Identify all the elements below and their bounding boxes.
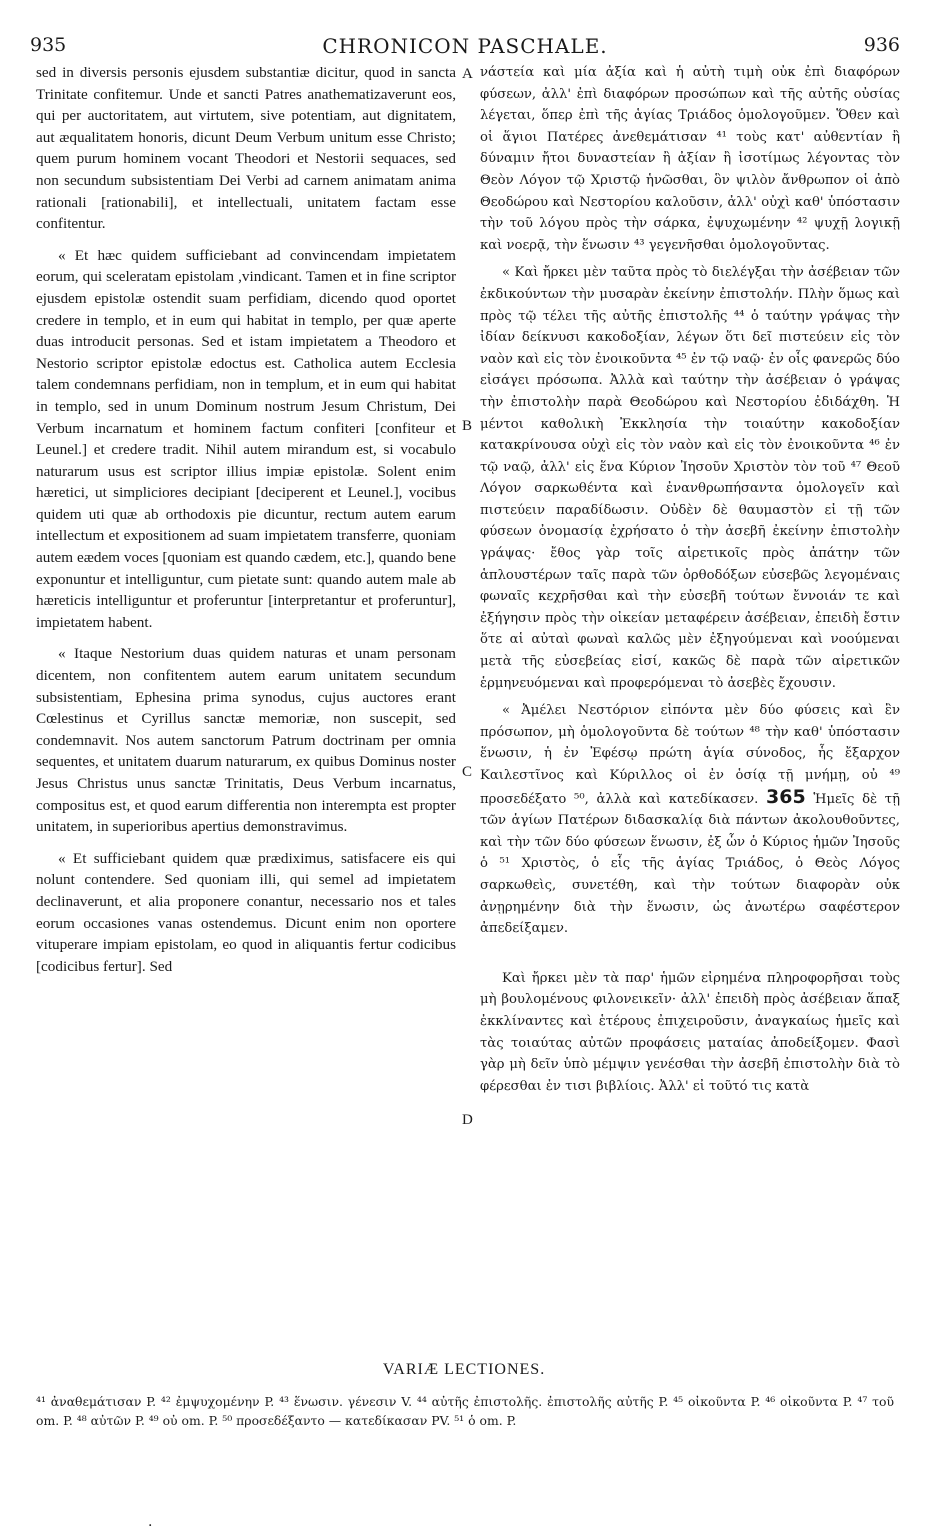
variae-lectiones-title: VARIÆ LECTIONES. xyxy=(382,1361,546,1378)
page-header xyxy=(30,34,900,58)
greek-paragraph-3-start: « Ἀμέλει Νεστόριον εἰπόντα μὲν δύο φύσεις καὶ ἓν πρόσωπον, μὴ ὁμολογοῦντα δὲ τούτων ⁴⁸ τὴν καθ' ὑπόστασιν ἕνωσιν, ἡ ἐν Ἐφέσῳ πρώτη ἁγία σύνοδος, ἧς ἔξαρχον Καιλεστῖνος καὶ Κύριλλος οἱ ἐν ὁσίᾳ τῇ μνήμῃ, οὐ ⁴⁹ προσεδέξατο ⁵⁰, ἀλλὰ καὶ κατεδίκασεν. xyxy=(480,703,900,807)
margin-letter-a: A xyxy=(462,66,473,82)
margin-letter-c: C xyxy=(462,764,473,780)
latin-paragraph-3: « Itaque Nestorium duas quidem naturas et unam personam dicentem, non confitentem autem earum unitatem secundum subsistentiam, Ephesina prima synodus, cujus auctores erant Cœlestinus et Cyrillus sanctæ memoriæ, non suscepit, sed condemnavit. Nos autem sanctorum Patrum doctrinam per omnia sequentes, et unitatem duarum naturarum, ex quibus Dominus noster Jesus Christus unus sanctæ Trinitatis, Deus Verbum incarnatus, compositus est, et quod earum differentia non interempta est propter unitatem, in superioribus apertius demonstravimus. xyxy=(36,645,456,836)
footer-mark: · xyxy=(148,1518,153,1534)
greek-column xyxy=(480,62,900,1097)
greek-paragraph-3 xyxy=(480,700,900,940)
running-title: CHRONICON PASCHALE. xyxy=(322,34,608,58)
page-marker-number: 365 xyxy=(766,785,806,808)
variae-lectiones-text: ⁴¹ ἀναθεμάτισαν P. ⁴² ἐμψυχομένην P. ⁴³ ἕνωσιν. γένεσιν V. ⁴⁴ αὐτῆς ἐπιστολῆς. ἐπιστολῆς αὐτῆς P. ⁴⁵ οἰκοῦντα P. ⁴⁶ οἰκοῦντα P. ⁴⁷ τοῦ om. P. ⁴⁸ αὐτῶν P. ⁴⁹ οὐ om. P. ⁵⁰ προσεδέξαντο — κατεδίκασαν PV. ⁵¹ ὁ om. P. xyxy=(36,1394,894,1428)
margin-letter-b: B xyxy=(462,418,473,434)
latin-column xyxy=(36,62,456,977)
greek-paragraph-2: « Καὶ ἤρκει μὲν ταῦτα πρὸς τὸ διελέγξαι τὴν ἀσέβειαν τῶν ἐκδικούντων τὴν μυσαρὰν ἐκείνην ἐπιστολήν. Πλὴν ὅμως καὶ πρὸς τῷ τέλει τῆς αὐτῆς ἐπιστολῆς ⁴⁴ ὁ ταύτην γράψας τὴν ἰδίαν δείκνυσι κακοδοξίαν, λέγων ὅτι δεῖ πιστεύειν εἰς τὸν ναὸν καὶ εἰς τὸν ἐνοικοῦντα ⁴⁵ ἐν τῷ ναῷ· ἐν οἷς φανερῶς δύο εἰσάγει πρόσωπα. Ἀλλὰ καὶ ταύτην τὴν ἀσέβειαν ὁ γράψας τὴν ἐπιστολὴν παρὰ Θεοδώρου καὶ Νεστορίου ἐδιδάχθη. Ἡ μέντοι καθολικὴ Ἐκκλησία τὴν τοιαύτην κακοδοξίαν κατακρίνουσα οὐχὶ εἰς τὸν ναὸν καὶ εἰς τὸν ἐνοικοῦντα ⁴⁶ ἐν τῷ ναῷ, ἀλλ' εἰς ἕνα Κύριον Ἰησοῦν Χριστὸν τὸν τοῦ ⁴⁷ Θεοῦ Λόγον σαρκωθέντα καὶ ἐνανθρωπήσαντα ὁμολογεῖν καὶ πιστεύειν παραδίδωσιν. Οὐδὲν δὲ θαυμαστὸν εἰ τῇ τῶν φύσεων ὀνομασίᾳ ἐχρήσατο ὁ τὴν ἀσεβῆ ἐκείνην ἐπιστολὴν γράψας· ἔθος γὰρ τοῖς αἱρετικοῖς πρὸς ἀπάτην τῶν ἁπλουστέρων ταῖς παρὰ τῶν ὀρθοδόξων εὐσεβῶς λεγομέναις φωναῖς κεχρῆσθαι καὶ τὴν εὐσεβῆ τούτων ἔννοιάν τε καὶ ἐξήγησιν πρὸς τὴν οἰκείαν μεταφέρειν ἀσέβειαν, ἐπειδὴ ἔστιν ὅτε αἱ αὐταὶ φωναὶ καλῶς μὲν ἐξηγούμεναι καὶ νοούμεναι μετὰ τῆς εὐσεβείας εἰσί, κακῶς δὲ παρὰ τῶν αἱρετικῶν ἑρμηνευόμεναι καὶ προφερόμεναι τὸ ἀσεβὲς ἔχουσιν. xyxy=(480,265,900,691)
latin-paragraph-2: « Et hæc quidem sufficiebant ad convincendam impietatem eorum, qui sceleratam epistolam ,vindicant. Tamen et in fine scriptor ejusdem epistolæ ostendit suam perfidiam, dicendo quod oportet credere in templo, et in eum qui habitat in templo, per quæ aperte duas introducit personas. Sed et istam impietatem a Theodoro et Nestorio scriptor epistolæ edoctus est. Catholica autem Ecclesia talem condemnans perfidiam, non in templum, et in eum qui habitat in templo, sed in unum Dominum nostrum Jesum Christum, Dei Verbum incarnatum et hominem factum confiteri [confiteur et Leunel.] et credere tradit. Nihil autem mirandum est, si vocabulo naturarum usus est scriptor illius impiæ epistolæ. Solent enim hæretici, ut simpliciores decipiant [deciperent et Leunel.], vocibus quidem uti quæ ab orthodoxis pie dicuntur, rectum autem earum intellectum et expositionem ad suam impietatem transferre, quoniam autem eædem voces [quoniam est quando cædem, etc.], quando bene exponuntur et intelliguntur, cum pietate sunt: quando autem male ab hæreticis intelliguntur et proferuntur [interpretantur et proferuntur], impietatem habent. xyxy=(36,246,456,631)
greek-paragraph-3-end: Ἡμεῖς δὲ τῇ τῶν ἁγίων Πατέρων διδασκαλίᾳ διὰ πάντων ἀκολουθοῦντες, καὶ τὴν τῶν δύο φύσεων ἕνωσιν, ἐξ ὧν ὁ Κύριος ἡμῶν Ἰησοῦς ὁ ⁵¹ Χριστὸς, ὁ εἷς τῆς ἁγίας Τριάδος, ὁ Θεὸς Λόγος σαρκωθεὶς, συνετέθη, καὶ τὴν τούτων διαφορὰν οὐκ ἀνῃρημένην διὰ τὴν ἕνωσιν, ὡς ἀνωτέρω σαφέστερον ἀπεδείξαμεν. xyxy=(480,791,900,937)
page-number-right: 936 xyxy=(863,34,900,56)
latin-paragraph-4: « Et sufficiebant quidem quæ prædiximus, satisfacere eis qui nolunt contendere. Sed quoniam illi, qui semel ad impietatem declinaverunt, et alia proponere conantur, necessario nos et tales eorum occasiones vanas ostendemus. Dicunt enim non oportere vituperare impiam epistolam, eo quod in aliquantis fertur codicibus [codicibus fertur]. Sed xyxy=(36,849,456,975)
greek-paragraph-4: Καὶ ἤρκει μὲν τὰ παρ' ἡμῶν εἰρημένα πληροφορῆσαι τοὺς μὴ βουλομένους φιλονεικεῖν· ἀλλ' ἐπειδὴ πρὸς ἀσέβειαν ἅπαξ ἐκκλίναντες καὶ ἑτέρους ἐπιχειροῦσιν, ἀναγκαίως ἡμεῖς καὶ τὰς τοιαύτας αὐτῶν προφάσεις ματαίας ἀποδείξομεν. Φασὶ γὰρ μὴ δεῖν ὑπὸ μέμψιν γενέσθαι τὴν ἀσεβῆ ἐπιστολὴν διὰ τὸ φέρεσθαι ἐν τισι βιβλίοις. Ἀλλ' εἰ τοῦτό τις κατὰ xyxy=(480,970,900,1094)
variae-lectiones xyxy=(36,1392,894,1430)
margin-letter-d: D xyxy=(462,1112,473,1128)
greek-paragraph-1: νάστεία καὶ μία ἀξία καὶ ἡ αὐτὴ τιμὴ οὐκ ἐπὶ διαφόρων φύσεων, ἀλλ' ἐπὶ διαφόρων προσώπων καὶ τῆς αὐτῆς οὐσίας λέγεται, ὅπερ ἐπὶ τῆς ἁγίας Τριάδος ὁμολογοῦμεν. Ὅθεν καὶ οἱ ἅγιοι Πατέρες ἀνεθεμάτισαν ⁴¹ τοὺς κατ' αὐθεντίαν ἢ δύναμιν ἤτοι δυναστείαν ἢ ἀξίαν ἢ ἰσοτίμως λέγοντας τὸν Θεὸν Λόγον τῷ Χριστῷ ἡνῶσθαι, ὃν ψιλὸν ἄνθρωπον οἱ ἀπὸ Θεοδώρου καὶ Νεστορίου καλοῦσιν, ἀλλ' οὐχὶ καθ' ὑπόστασιν τὴν τοῦ λόγου πρὸς τὴν σάρκα, ἐψυχωμένην ⁴² ψυχῇ λογικῇ καὶ νοερᾷ, τὴν ἕνωσιν ⁴³ γεγενῆσθαι ὁμολογοῦντας. xyxy=(480,65,900,253)
page-number-left: 935 xyxy=(30,34,67,56)
latin-paragraph-1: sed in diversis personis ejusdem substantiæ dicitur, quod in sancta Trinitate confitemur. Unde et sancti Patres anathematizaverunt eos, qui per auctoritatem, aut virtutem, sive potentiam, aut dignitatem, aut æqualitatem honoris, dicunt Deum Verbum unitum esse Christo; quem purum hominem vocant Theodori et Nestorii sequaces, sed non secundum subsistentiam Dei Verbi ad carnem animatam anima rationali [rationabili], et intellectuali, unitatem factam esse confitentur. xyxy=(36,64,456,233)
